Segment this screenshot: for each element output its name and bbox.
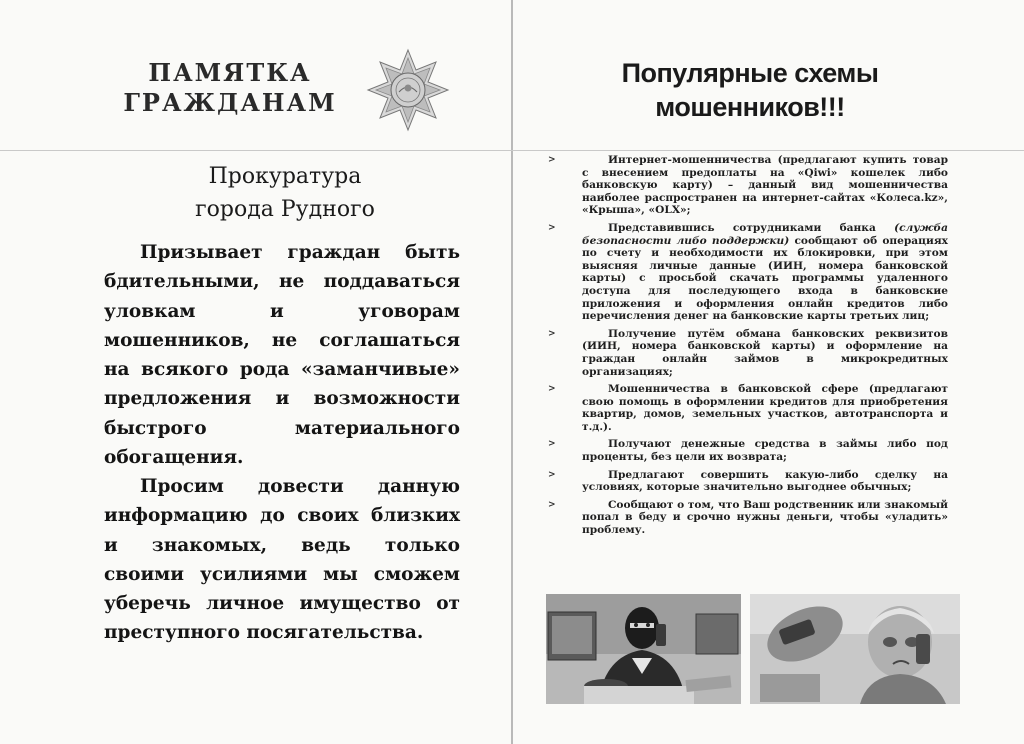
arrow-bullet-icon: >: [548, 222, 556, 233]
fraud-schemes-list: [548, 154, 948, 542]
arrow-bullet-icon: >: [548, 155, 556, 165]
prosecutor-emblem-icon: [366, 48, 450, 132]
arrow-bullet-icon: >: [548, 439, 556, 450]
request-paragraph: [104, 472, 460, 648]
schemes-title: [600, 56, 900, 124]
page-fold-divider: [511, 0, 513, 744]
appeal-text: Призывает граждан быть бдительными, не поддаваться уловкам и уговорам мошенников, не соглашаться на всякого рода «заманчивые» предложения и возможности быстрого материального обогащения.: [104, 242, 460, 469]
leaflet-title-line1: ПАМЯТКА: [148, 58, 312, 87]
list-item: > Представившись сотрудниками банка (служба безопасности либо поддержки) сообщают об операциях по счету и необходимости их блокировки, при этом выясняя личные данные (ИИН, номера банковской карты) с просьбой скачать программы удаленного доступа для последующего входа в банковские приложения и оформления онлайн кредитов либо перечисления денег на банковские карты третьих лиц;: [548, 221, 948, 323]
leaflet-title: [110, 58, 350, 118]
arrow-bullet-icon: >: [548, 499, 556, 510]
list-item: > Интернет-мошенничества (предлагают купить товар с внесением предоплаты на «Qiwi» кошелек либо банковскую карту) – данный вид мошенничества наиболее распространен на интернет-сайтах «Колеса.kz», «Крыша», «OLX»;: [548, 154, 948, 217]
arrow-bullet-icon: >: [548, 469, 556, 480]
photo-woman-on-phone: [750, 594, 960, 704]
arrow-bullet-icon: >: [548, 384, 556, 395]
prosecutor-office-heading: [100, 160, 470, 226]
appeal-paragraph: [104, 238, 460, 472]
schemes-title-line1: Популярные схемы: [621, 58, 879, 88]
org-line1: Прокуратура: [208, 164, 362, 189]
request-text: Просим довести данную информацию до своих близких и знакомых, ведь только своими усилиями мы сможем уберечь личное имущество от преступного посягательства.: [104, 476, 460, 644]
photo-hacker-at-computer: [546, 594, 741, 704]
horizontal-fold-line: [0, 150, 1024, 151]
org-line2: города Рудного: [195, 197, 375, 222]
list-item: > Получают денежные средства в займы либо под проценты, без цели их возврата;: [548, 438, 948, 464]
list-item: > Мошенничества в банковской сфере (предлагают свою помощь в оформлении кредитов для приобретения квартир, домов, земельных участков, автотранспорта и т.д.).: [548, 383, 948, 433]
list-item: > Предлагают совершить какую-либо сделку на условиях, которые значительно выгоднее обычных;: [548, 468, 948, 494]
schemes-title-line2: мошенников!!!: [655, 92, 845, 122]
arrow-bullet-icon: >: [548, 328, 556, 339]
list-item: > Получение путём обмана банковских реквизитов (ИИН, номера банковской карты) и оформление на граждан онлайн займов в микрокредитных организациях;: [548, 327, 948, 378]
leaflet-title-line2: ГРАЖДАНАМ: [123, 88, 337, 117]
list-item: > Сообщают о том, что Ваш родственник или знакомый попал в беду и срочно нужны деньги, чтобы «уладить» проблему.: [548, 498, 948, 537]
